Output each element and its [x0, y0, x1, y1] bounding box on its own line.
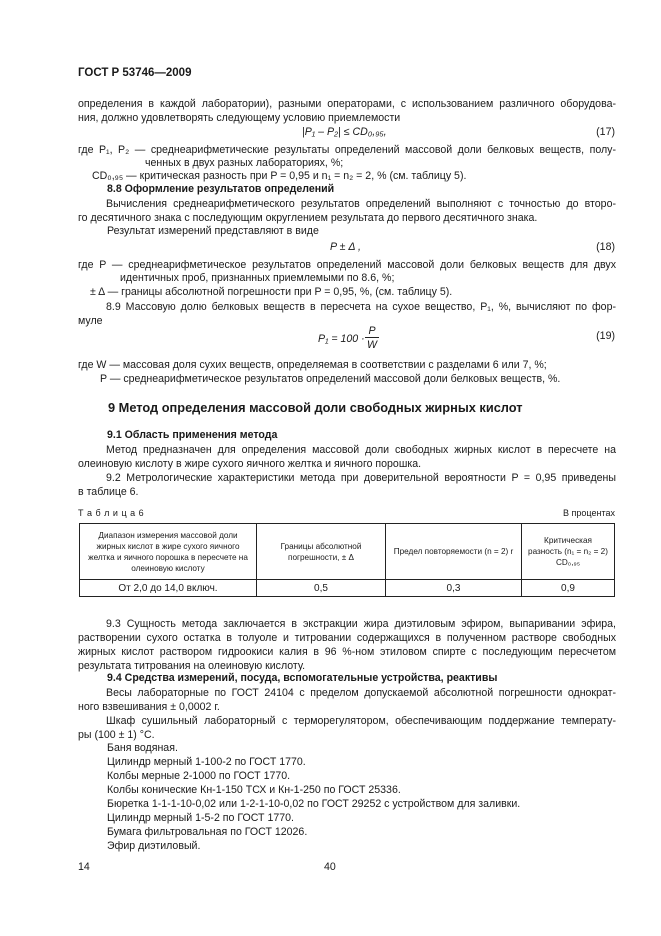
- paragraph-line: Метод предназначен для определения массовой доли свободных жирных кислот в пересчете на: [106, 444, 616, 456]
- table-cell: От 2,0 до 14,0 включ.: [80, 580, 257, 597]
- table-row: [80, 580, 615, 597]
- intro-line: ния, должно удовлетворять следующему условию приемлемости: [78, 112, 401, 124]
- where-line: P — среднеарифметическое результатов определений массовой доли белковых веществ, %.: [100, 373, 561, 385]
- table-header-cell: Диапазон измерения массовой доли жирных кислот в жире сухого яичного желтка и яичного порошка в пересчете на олеиновую кислоту: [80, 524, 257, 580]
- list-item: Бюретка 1-1-1-10-0,02 или 1-2-1-10-0,02 по ГОСТ 29252 с устройством для заливки.: [107, 798, 521, 810]
- paragraph-line: Результат измерений представляют в виде: [107, 225, 319, 237]
- list-item: Колбы мерные 2-1000 по ГОСТ 1770.: [107, 770, 291, 782]
- section-title: 9.4 Средства измерений, посуда, вспомогательные устройства, реактивы: [107, 672, 498, 684]
- where-line: где P — среднеарифметическое результатов определений массовой доли белковых веществ для двух: [78, 259, 616, 271]
- page-number-center: 40: [324, 861, 336, 873]
- section-title: 8.8 Оформление результатов определений: [107, 183, 335, 195]
- paragraph-line: растворении сухого остатка в толуоле и титровании содержащихся в полученном растворе свободных: [78, 632, 616, 644]
- section-heading: 9 Метод определения массовой доли свободных жирных кислот: [108, 400, 523, 415]
- list-item: ры (100 ± 1) °С.: [78, 729, 155, 741]
- table-cell: 0,3: [386, 580, 522, 597]
- paragraph-line: 8.9 Массовую долю белковых веществ в пересчета на сухое вещество, P₁, %, вычисляют по фор-: [106, 301, 616, 313]
- list-item: Бумага фильтровальная по ГОСТ 12026.: [107, 826, 308, 838]
- list-item: ного взвешивания ± 0,0002 г.: [78, 701, 220, 713]
- paragraph-line: результата титрования на олеиновую кислоту.: [78, 660, 306, 672]
- where-line: ± Δ — границы абсолютной погрешности при P = 0,95, %, (см. таблицу 5).: [90, 286, 453, 298]
- equation-number: (17): [596, 126, 615, 138]
- paragraph-line: Вычисления среднеарифметического результатов определений выполняют с точностью до второ-: [106, 198, 616, 210]
- where-line: CD₀,₉₅ — критическая разность при P = 0,95 и n₁ = n₂ = 2, % (см. таблицу 5).: [92, 170, 467, 182]
- table-6: [79, 523, 615, 597]
- list-item: Цилиндр мерный 1-100-2 по ГОСТ 1770.: [107, 756, 306, 768]
- paragraph-line: жирных кислот раствором гидроокиси калия в 96 %-ном этиловом спирте с последующим пересчетом: [78, 646, 616, 658]
- table-units: В процентах: [563, 508, 615, 518]
- table-cell: 0,5: [257, 580, 386, 597]
- document-header: ГОСТ Р 53746—2009: [78, 67, 192, 79]
- paragraph-line: 9.3 Сущность метода заключается в экстракции жира диэтиловым эфиром, выпаривании эфира,: [106, 618, 616, 630]
- equation-number: (19): [596, 330, 615, 342]
- section-title: 9.1 Область применения метода: [107, 429, 278, 441]
- equation-19-numerator: P: [365, 325, 379, 338]
- where-line: идентичных проб, признанных приемлемыми по 8.6, %;: [120, 272, 395, 284]
- equation-17: |P₁ – P₂| ≤ CD₀,₉₅,: [302, 126, 387, 138]
- equation-19-lhs: P₁ = 100 ·: [318, 333, 365, 345]
- table-header-cell: Границы абсолютной погрешности, ± Δ: [257, 524, 386, 580]
- list-item: Шкаф сушильный лабораторный с терморегулятором, обеспечивающим поддержание температу-: [106, 715, 616, 727]
- list-item: Весы лабораторные по ГОСТ 24104 с пределом допускаемой абсолютной погрешности однократ-: [106, 687, 616, 699]
- equation-number: (18): [596, 241, 615, 253]
- paragraph-line: 9.2 Метрологические характеристики метода при доверительной вероятности P = 0,95 приведены: [106, 472, 616, 484]
- table-header-row: [80, 524, 615, 580]
- table-header-cell: Критическая разность (n₁ = n₂ = 2) CD₀,₉₅: [522, 524, 615, 580]
- table-header-cell: Предел повторяемости (n = 2) r: [386, 524, 522, 580]
- equation-19-denominator: W: [367, 339, 377, 351]
- paragraph-line: го десятичного знака с последующим округлением результата до первого десятичного знака.: [78, 212, 538, 224]
- list-item: Баня водяная.: [107, 742, 178, 754]
- where-line: ченных в двух разных лабораториях, %;: [145, 157, 344, 169]
- list-item: Цилиндр мерный 1-5-2 по ГОСТ 1770.: [107, 812, 294, 824]
- equation-18: P ± Δ ,: [330, 241, 361, 253]
- paragraph-line: муле: [78, 315, 103, 327]
- table-cell: 0,9: [522, 580, 615, 597]
- paragraph-line: олеиновую кислоту в жире сухого яичного желтка и яичного порошка.: [78, 458, 422, 470]
- paragraph-line: в таблице 6.: [78, 486, 139, 498]
- where-line: где P₁, P₂ — среднеарифметические результаты определений массовой доли белковых веществ, полу-: [78, 144, 616, 156]
- table-caption: Т а б л и ц а 6: [78, 508, 145, 518]
- page-number-left: 14: [78, 861, 90, 873]
- intro-line: определения в каждой лаборатории), разными операторами, с использованием различного оборудова-: [78, 98, 616, 110]
- where-line: где W — массовая доля сухих веществ, определяемая в соответствии с разделами 6 или 7, %;: [78, 359, 547, 371]
- list-item: Эфир диэтиловый.: [107, 840, 201, 852]
- list-item: Колбы конические Кн-1-150 ТСХ и Кн-1-250 по ГОСТ 25336.: [107, 784, 401, 796]
